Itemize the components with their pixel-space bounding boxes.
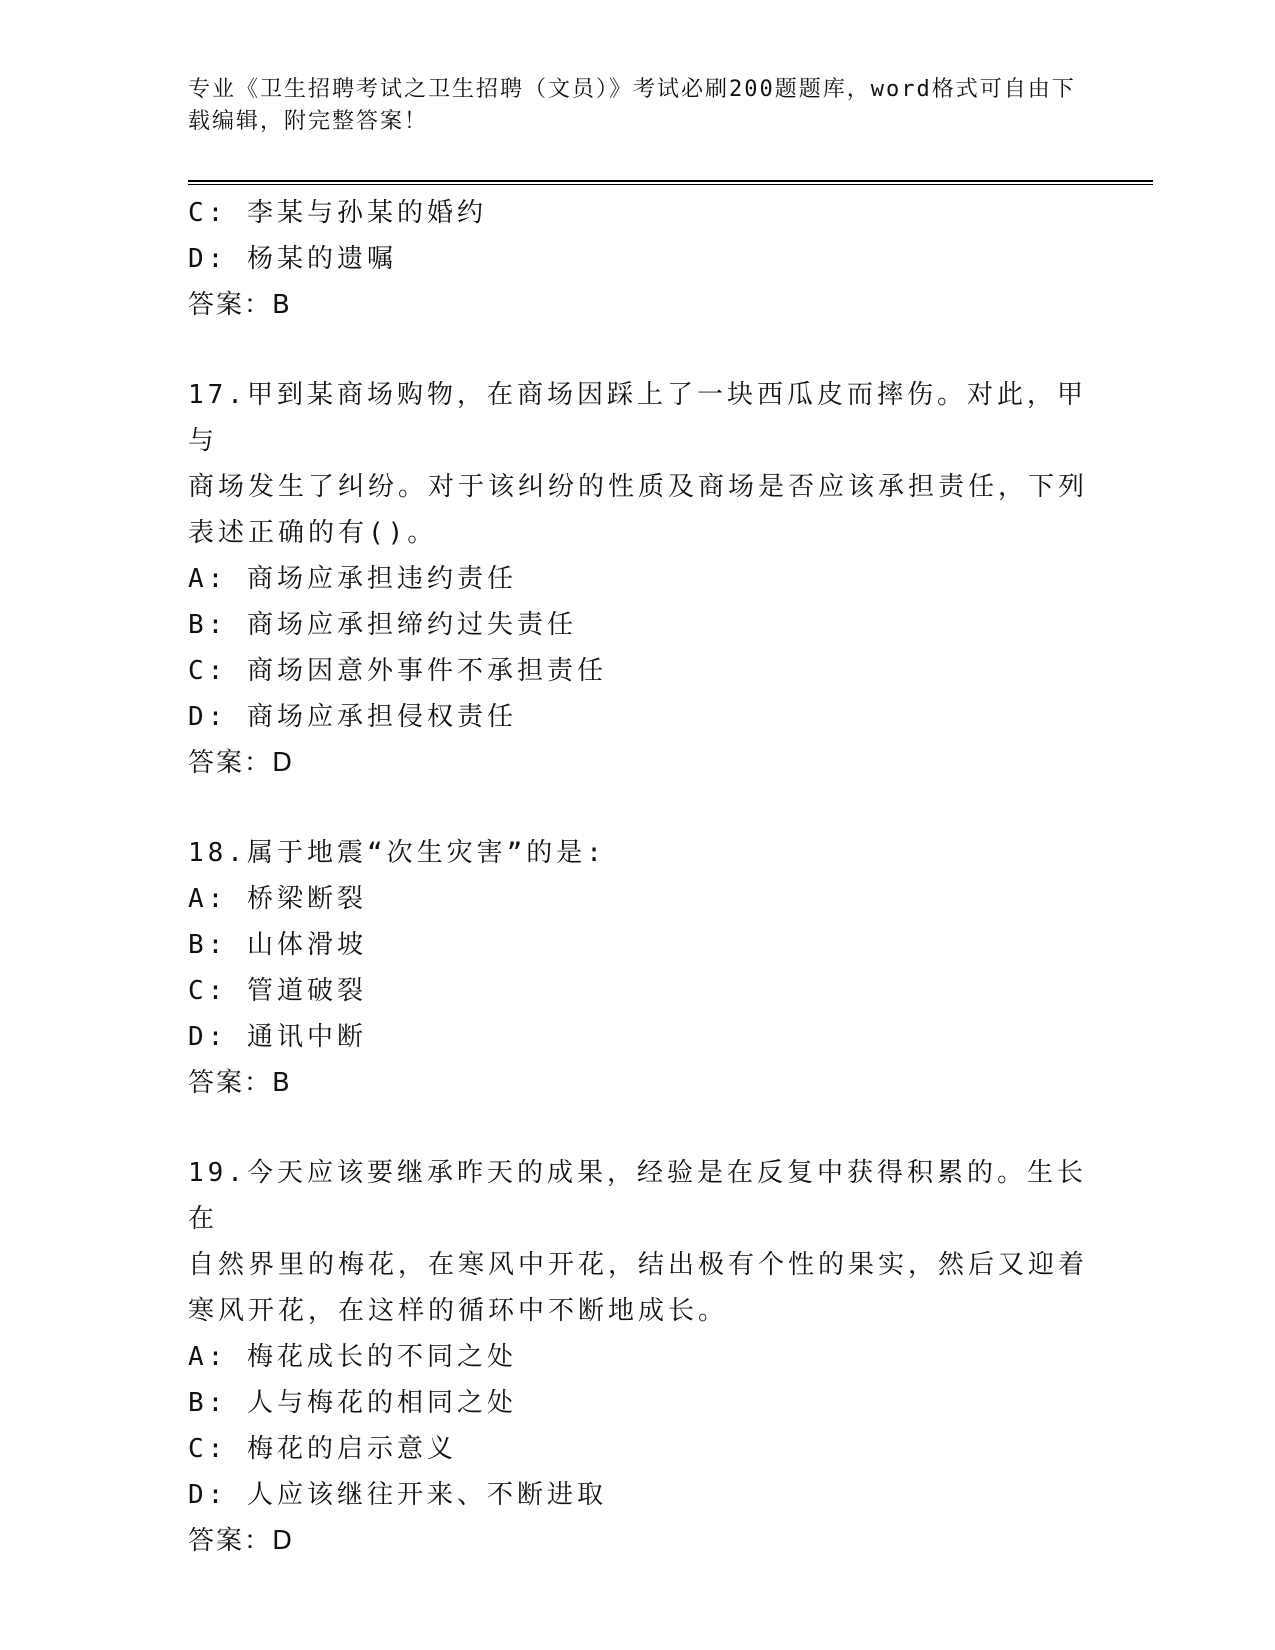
- option-b: B: 山体滑坡: [188, 930, 367, 960]
- header-title: 专业《卫生招聘考试之卫生招聘（文员）》考试必刷200题题库，word格式可自由下载编辑，附完整答案！: [188, 77, 1076, 134]
- answer-line: 答案：D: [188, 748, 295, 778]
- question-text: 17.甲到某商场购物，在商场因踩上了一块西瓜皮而摔伤。对此，甲与 商场发生了纠纷。对于该纠纷的性质及商场是否应该承担责任，下列 表述正确的有()。: [188, 380, 1089, 548]
- question-18: [188, 830, 1088, 1106]
- option-b: B: 人与梅花的相同之处: [188, 1388, 517, 1418]
- option-c: C: 梅花的启示意义: [188, 1434, 457, 1464]
- option-c: C: 李某与孙某的婚约: [188, 198, 487, 228]
- option-c: C: 管道破裂: [188, 976, 367, 1006]
- partial-question: [188, 190, 1088, 328]
- question-text: 18.属于地震“次生灾害”的是:: [188, 838, 606, 868]
- option-d: D: 商场应承担侵权责任: [188, 702, 517, 732]
- option-b: B: 商场应承担缔约过失责任: [188, 610, 577, 640]
- option-c: C: 商场因意外事件不承担责任: [188, 656, 607, 686]
- header-divider-thick: [188, 180, 1153, 182]
- question-19: [188, 1150, 1088, 1564]
- question-text: 19.今天应该要继承昨天的成果，经验是在反复中获得积累的。生长在 自然界里的梅花，在寒风中开花，结出极有个性的果实，然后又迎着 寒风开花，在这样的循环中不断地成长。: [188, 1158, 1089, 1326]
- header-divider-thin: [188, 184, 1153, 185]
- document-header: [188, 74, 1088, 138]
- answer-line: 答案：D: [188, 1526, 295, 1556]
- option-a: A: 商场应承担违约责任: [188, 564, 517, 594]
- option-d: D: 人应该继往开来、不断进取: [188, 1480, 607, 1510]
- answer-line: 答案：B: [188, 290, 292, 320]
- answer-line: 答案：B: [188, 1068, 292, 1098]
- option-a: A: 桥梁断裂: [188, 884, 367, 914]
- option-d: D: 杨某的遗嘱: [188, 244, 397, 274]
- question-17: [188, 372, 1088, 786]
- option-a: A: 梅花成长的不同之处: [188, 1342, 517, 1372]
- question-list: [188, 190, 1088, 1564]
- option-d: D: 通讯中断: [188, 1022, 367, 1052]
